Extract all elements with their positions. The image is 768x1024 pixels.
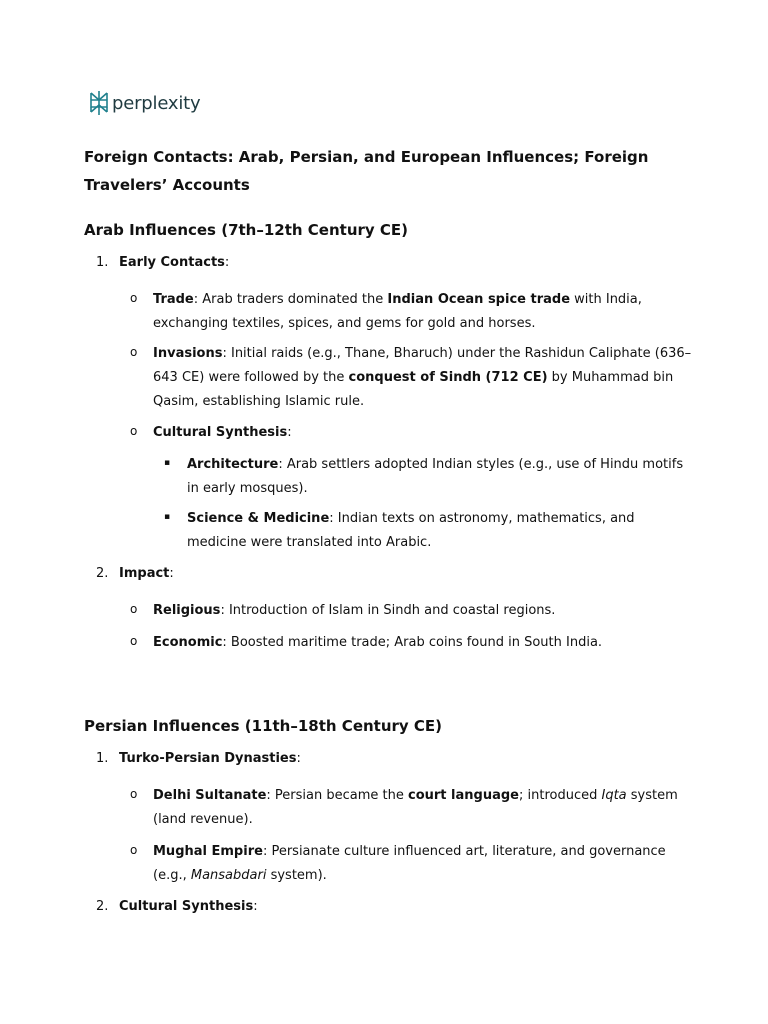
bullet-marker: o xyxy=(130,424,138,438)
bullet-bold-part: Indian Ocean spice trade xyxy=(387,292,571,307)
bullet-label: Religious xyxy=(153,603,221,618)
item-label: Impact xyxy=(119,566,170,581)
bullet-bold-part: conquest of Sindh (712 CE) xyxy=(348,370,548,385)
sub-bullet-text xyxy=(187,453,687,501)
sub-bullet-label: Science & Medicine xyxy=(187,511,330,526)
bullet-label: Mughal Empire xyxy=(153,844,263,859)
perplexity-logo-icon xyxy=(89,90,109,116)
bullet-text-part: : Boosted maritime trade; Arab coins found in South India. xyxy=(222,635,603,650)
bullet-marker: o xyxy=(130,787,138,801)
sub-bullet-text-part: : Indian texts on astronomy, mathematics, and medicine were translated into Arabic. xyxy=(187,511,635,550)
bullet-text-part: by Muhammad bin Qasim, establishing Islamic rule. xyxy=(153,370,674,409)
item-text xyxy=(119,749,301,769)
item-text xyxy=(119,564,174,584)
bullet-text-part: : Initial raids (e.g., Thane, Bharuch) under the Rashidun Caliphate (636–643 CE) were followed by the xyxy=(153,346,692,385)
bullet-text-part: : Introduction of Islam in Sindh and coastal regions. xyxy=(220,603,556,618)
item-text xyxy=(119,897,258,917)
perplexity-logo xyxy=(89,90,200,116)
logo-text: perplexity xyxy=(112,92,201,114)
bullet-text-part: : xyxy=(287,425,292,440)
item-number: 1. xyxy=(96,255,109,270)
item-number: 1. xyxy=(96,751,109,766)
bullet-label: Trade xyxy=(153,292,194,307)
item-colon: : xyxy=(296,751,301,766)
bullet-label: Economic xyxy=(153,635,223,650)
bullet-text xyxy=(153,342,693,414)
section-heading-arab: Arab Influences (7th–12th Century CE) xyxy=(84,221,409,239)
bullet-text-part: system). xyxy=(266,868,327,883)
document-title: Foreign Contacts: Arab, Persian, and European Influences; Foreign Travelers’ Accounts xyxy=(84,148,649,194)
bullet-text xyxy=(153,421,693,445)
bullet-text-part: with India, exchanging textiles, spices, and gems for gold and horses. xyxy=(153,292,642,331)
bullet-text xyxy=(153,840,693,888)
bullet-text xyxy=(153,784,693,832)
item-colon: : xyxy=(169,566,174,581)
bullet-text-part: : Persian became the xyxy=(266,788,408,803)
item-label: Early Contacts xyxy=(119,255,225,270)
sub-bullet-marker: ▪ xyxy=(164,458,171,468)
bullet-bold-part: court language xyxy=(408,788,519,803)
bullet-marker: o xyxy=(130,843,138,857)
bullet-text xyxy=(153,288,693,336)
bullet-marker: o xyxy=(130,634,138,648)
bullet-text-part: system (land revenue). xyxy=(153,788,678,827)
bullet-italic-part: Mansabdari xyxy=(190,868,267,883)
bullet-text-part: : Persianate culture influenced art, literature, and governance (e.g., xyxy=(153,844,666,883)
item-colon: : xyxy=(253,899,258,914)
bullet-italic-part: Iqta xyxy=(601,788,627,803)
sub-bullet-label: Architecture xyxy=(187,457,279,472)
item-label: Turko-Persian Dynasties xyxy=(119,751,297,766)
bullet-label: Delhi Sultanate xyxy=(153,788,267,803)
bullet-text xyxy=(153,631,693,655)
section-heading-persian: Persian Influences (11th–18th Century CE) xyxy=(84,717,443,735)
item-number: 2. xyxy=(96,899,109,914)
bullet-text xyxy=(153,599,693,623)
bullet-marker: o xyxy=(130,602,138,616)
sub-bullet-text xyxy=(187,507,687,555)
bullet-label: Invasions xyxy=(153,346,223,361)
bullet-marker: o xyxy=(130,345,138,359)
bullet-text-part: ; introduced xyxy=(518,788,602,803)
bullet-text-part: : Arab traders dominated the xyxy=(193,292,388,307)
item-label: Cultural Synthesis xyxy=(119,899,254,914)
sub-bullet-marker: ▪ xyxy=(164,512,171,522)
item-number: 2. xyxy=(96,566,109,581)
sub-bullet-text-part: : Arab settlers adopted Indian styles (e.g., use of Hindu motifs in early mosques). xyxy=(187,457,684,496)
bullet-marker: o xyxy=(130,291,138,305)
bullet-label: Cultural Synthesis xyxy=(153,425,288,440)
item-colon: : xyxy=(224,255,230,270)
item-text xyxy=(119,253,229,273)
